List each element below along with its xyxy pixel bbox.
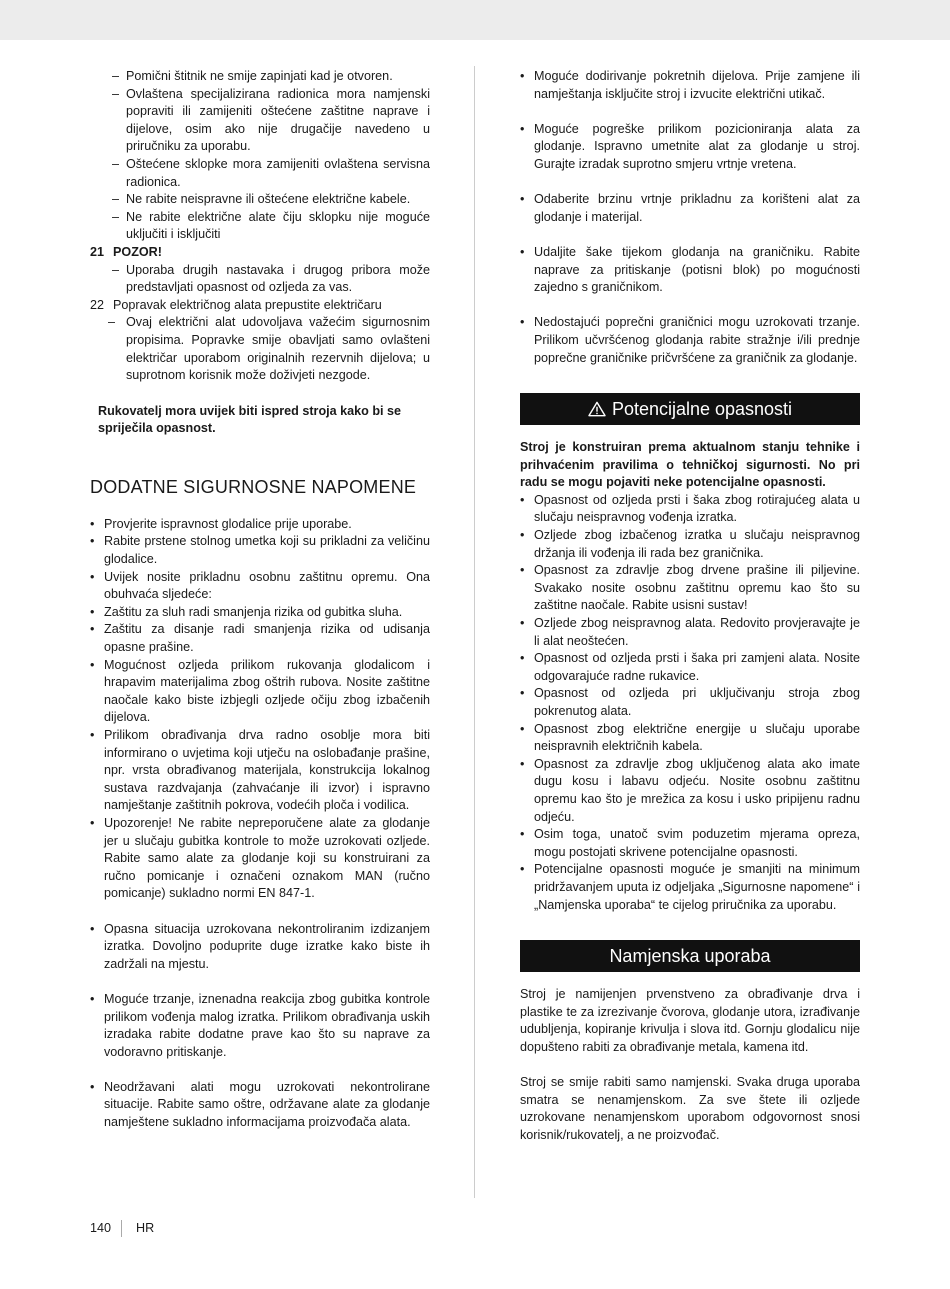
bullet-item: • Rabite prstene stolnog umetka koji su prikladni za veličinu glodalice. <box>90 533 430 568</box>
list-item: – Ovlaštena specijalizirana radionica mora namjenski popraviti ili zamijeniti oštećene zaštitne naprave i dijelove, osim ako nije drugačije navedeno u priručniku za uporabu. <box>90 86 430 156</box>
bullet-item: • Udaljite šake tijekom glodanja na graničniku. Rabite naprave za pritiskanje (potisni blok) po mogućnosti zajedno s graničnikom. <box>520 244 860 297</box>
top-band <box>0 0 950 40</box>
bullet-item: • Upozorenje! Ne rabite nepreporučene alate za glodanje jer u slučaju gubitka kontrole to može uzrokovati ozljede. Rabite samo alate za glodanje koji su konstruirani za ručno pomicanje i označeni oznakom MAN (ručno pomicanje) sukladno normi EN 847-1. <box>90 815 430 903</box>
list-item: – Ne rabite neispravne ili oštećene električne kabele. <box>90 191 430 209</box>
warning-icon <box>588 401 606 417</box>
banner-title: Namjenska uporaba <box>609 946 771 967</box>
bullet-item: • Provjerite ispravnost glodalice prije uporabe. <box>90 516 430 534</box>
item-21-heading <box>90 244 430 262</box>
hazard-item: • Opasnost od ozljeda prsti i šaka zbog rotirajućeg alata u slučaju neispravnog vođenja izratka. <box>520 492 860 527</box>
list-item: – Uporaba drugih nastavaka i drugog pribora može predstavljati opasnost od ozljeda za vas. <box>90 262 430 297</box>
hazard-item: • Ozljede zbog izbačenog izratka u slučaju neispravnog držanja ili vođenja ili rada bez graničnika. <box>520 527 860 562</box>
hazards-intro: Stroj je konstruiran prema aktualnom stanju tehnike i prihvaćenim pravilima o tehničkoj sigurnosti. No pri radu se mogu pojaviti neke potencijalne opasnosti. <box>520 440 860 490</box>
item-title: POZOR! <box>113 244 162 259</box>
section-heading: DODATNE SIGURNOSNE NAPOMENE <box>90 476 417 497</box>
bullet-item: • Moguće dodirivanje pokretnih dijelova. Prije zamjene ili namještanja isključite stroj i izvucite električni utikač. <box>520 68 860 103</box>
bullet-item: • Odaberite brzinu vrtnje prikladnu za korišteni alat za glodanje i materijal. <box>520 191 860 226</box>
page-footer <box>90 1220 154 1237</box>
intended-use-banner <box>520 940 860 972</box>
hazard-item: • Opasnost od ozljeda prsti i šaka pri zamjeni alata. Nosite odgovarajuće radne rukavice. <box>520 650 860 685</box>
column-divider <box>474 66 475 1198</box>
bullet-item: • Moguće pogreške prilikom pozicioniranja alata za glodanje. Ispravno umetnite alat za glodanje u stroj. Gurajte izradak suprotno smjeru vrtnje vretena. <box>520 121 860 174</box>
bullet-item: • Uvijek nosite prikladnu osobnu zaštitnu opremu. Ona obuhvaća sljedeće: <box>90 569 430 604</box>
bullet-item: • Neodržavani alati mogu uzrokovati nekontrolirane situacije. Rabite samo oštre, održavane alate za glodanje namještene sukladno informacijama proizvođača alata. <box>90 1079 430 1132</box>
list-item: – Oštećene sklopke mora zamijeniti ovlaštena servisna radionica. <box>90 156 430 191</box>
hazards-banner <box>520 393 860 425</box>
item-number: 22 <box>90 297 105 312</box>
bullet-item: • Nedostajući poprečni graničnici mogu uzrokovati trzanje. Prilikom učvršćenog glodanja rabite stražnje i/ili prednje poprečne graničnike pričvršćene za graničnik za glodanje. <box>520 314 860 367</box>
hazard-item: • Osim toga, unatoč svim poduzetim mjerama opreza, mogu postojati skrivene potencijalne opasnosti. <box>520 826 860 861</box>
bullet-item: • Mogućnost ozljeda prilikom rukovanja glodalicom i hrapavim materijalima zbog oštrih rubova. Nosite zaštitne naočale kako biste izbjegli ozljede očiju zbog izbačenih dijelova. <box>90 657 430 727</box>
list-item: – Ovaj električni alat udovoljava važećim sigurnosnim propisima. Popravke smije obavljati samo ovlašteni električar uporabom originalnih rezervnih dijelova; u suprotnom korisnik može doživjeti nezgode. <box>90 314 430 384</box>
bullet-item: • Moguće trzanje, iznenadna reakcija zbog gubitka kontrole prilikom vođenja malog izratka. Prilikom obrađivanja uskih izradaka rabite dodatne prave kao što su naprave za vodoravno pritiskanje. <box>90 991 430 1061</box>
item-22-heading <box>90 297 430 315</box>
item-number: 21 <box>90 244 105 259</box>
bullet-item: • Zaštitu za disanje radi smanjenja rizika od udisanja opasne prašine. <box>90 621 430 656</box>
hazard-item: • Opasnost od ozljeda pri uključivanju stroja zbog pokrenutog alata. <box>520 685 860 720</box>
bullet-item: • Prilikom obrađivanja drva radno osoblje mora biti informirano o uvjetima koji utječu na oslobađanje prašine, npr. vrsta obrađivanog materijala, konstrukcija lokalnog sustava razdvajanja (zahvaćanje ili izvor) i ispravno namještanje zaštitnih pokrova, vodećih ploča i vodilica. <box>90 727 430 815</box>
paragraph: Stroj se smije rabiti samo namjenski. Svaka druga uporaba smatra se nenamjenskom. Za sve štete ili ozljede uzrokovane nenamjenskom uporabom odgovornost snosi korisnik/rukovatelj, a ne proizvođač. <box>520 1075 860 1142</box>
language-code: HR <box>136 1221 155 1235</box>
hazard-item: • Opasnost za zdravlje zbog drvene prašine ili piljevine. Svakako nosite osobnu zaštitnu opremu kao što su zaštitne naočale. Rabite usisni sustav! <box>520 562 860 615</box>
hazard-item: • Opasnost za zdravlje zbog uključenog alata ako imate dugu kosu i labavu odjeću. Nosite osobnu zaštitnu opremu kao što je mrežica za kosu i usko pripijenu radnu odjeću. <box>520 756 860 826</box>
right-column <box>520 68 860 1144</box>
hazard-item: • Opasnost zbog električne energije u slučaju uporabe neispravnih električnih kabela. <box>520 721 860 756</box>
paragraph: Stroj je namijenjen prvenstveno za obrađivanje drva i plastike te za izrezivanje čvorova, glodanje utora, izrađivanje udubljenja, kopiranje krivulja i slova itd. Gornju glodalicu nije dopušteno rabiti za obrađivanje metala, kamena itd. <box>520 987 860 1054</box>
list-item: – Pomični štitnik ne smije zapinjati kad je otvoren. <box>90 68 430 86</box>
hazard-item: • Ozljede zbog neispravnog alata. Redovito provjeravajte je li alat neoštećen. <box>520 615 860 650</box>
bullet-item: • Zaštitu za sluh radi smanjenja rizika od gubitka sluha. <box>90 604 430 622</box>
banner-title: Potencijalne opasnosti <box>611 399 793 420</box>
item-title: Popravak električnog alata prepustite električaru <box>113 297 382 312</box>
operator-note: Rukovatelj mora uvijek biti ispred stroja kako bi se spriječila opasnost. <box>98 403 402 436</box>
page-number: 140 <box>90 1220 122 1237</box>
hazard-item: • Potencijalne opasnosti moguće je smanjiti na minimum pridržavanjem uputa iz odjeljaka „Sigurnosne napomene“ i „Namjenska uporaba“ te cijelog priručnika za uporabu. <box>520 861 860 914</box>
list-item: – Ne rabite električne alate čiju sklopku nije moguće uključiti i isključiti <box>90 209 430 244</box>
bullet-item: • Opasna situacija uzrokovana nekontroliranim izdizanjem izratka. Dovoljno poduprite duge izratke kako biste ih zadržali na mjestu. <box>90 921 430 974</box>
left-column <box>90 68 430 1132</box>
